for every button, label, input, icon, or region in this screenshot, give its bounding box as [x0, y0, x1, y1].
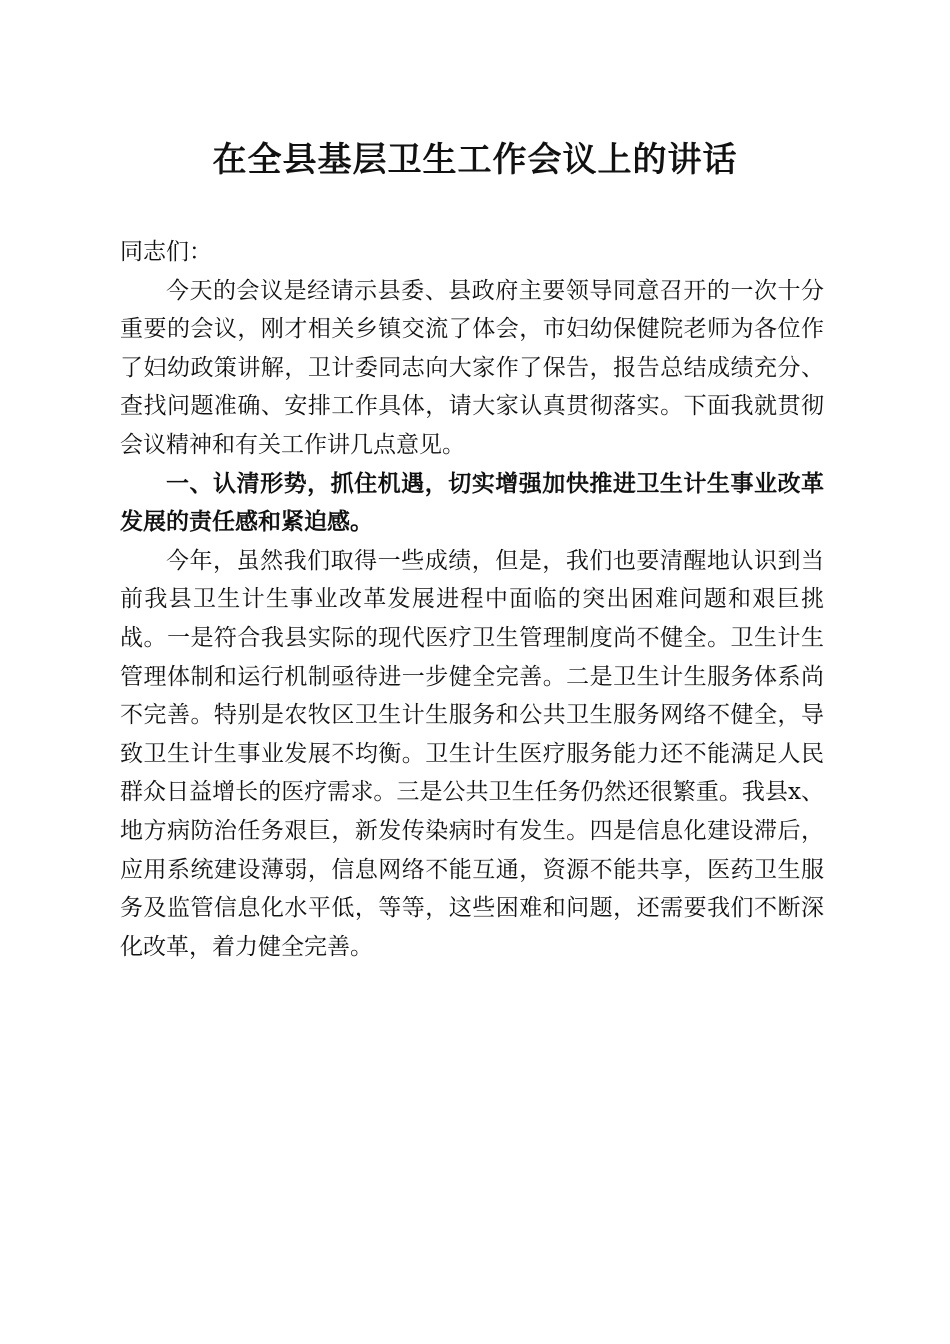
speech-body [120, 233, 824, 966]
intro-paragraph: 今天的会议是经请示县委、县政府主要领导同意召开的一次十分重要的会议，刚才相关乡镇交流了体会，市妇幼保健院老师为各位作了妇幼政策讲解，卫计委同志向大家作了保告，报告总结成绩充分、查找问题准确、安排工作具体，请大家认真贯彻落实。下面我就贯彻会议精神和有关工作讲几点意见。 [120, 277, 824, 458]
section-heading: 一、认清形势，抓住机遇，切实增强加快推进卫生计生事业改革发展的责任感和紧迫感。 [120, 470, 824, 536]
section-paragraph: 今年，虽然我们取得一些成绩，但是，我们也要清醒地认识到当前我县卫生计生事业改革发展进程中面临的突出困难问题和艰巨挑战。一是符合我县实际的现代医疗卫生管理制度尚不健全。卫生计生管理体制和运行机制亟待进一步健全完善。二是卫生计生服务体系尚不完善。特别是农牧区卫生计生服务和公共卫生服务网络不健全，导致卫生计生事业发展不均衡。卫生计生医疗服务能力还不能满足人民群众日益增长的医疗需求。三是公共卫生任务仍然还很繁重。我县x、地方病防治任务艰巨，新发传染病时有发生。四是信息化建设滞后，应用系统建设薄弱，信息网络不能互通，资源不能共享，医药卫生服务及监管信息化水平低，等等，这些困难和问题，还需要我们不断深化改革，着力健全完善。 [120, 547, 824, 960]
salutation: 同志们： [120, 239, 212, 265]
page-title: 在全县基层卫生工作会议上的讲话 [212, 140, 738, 180]
